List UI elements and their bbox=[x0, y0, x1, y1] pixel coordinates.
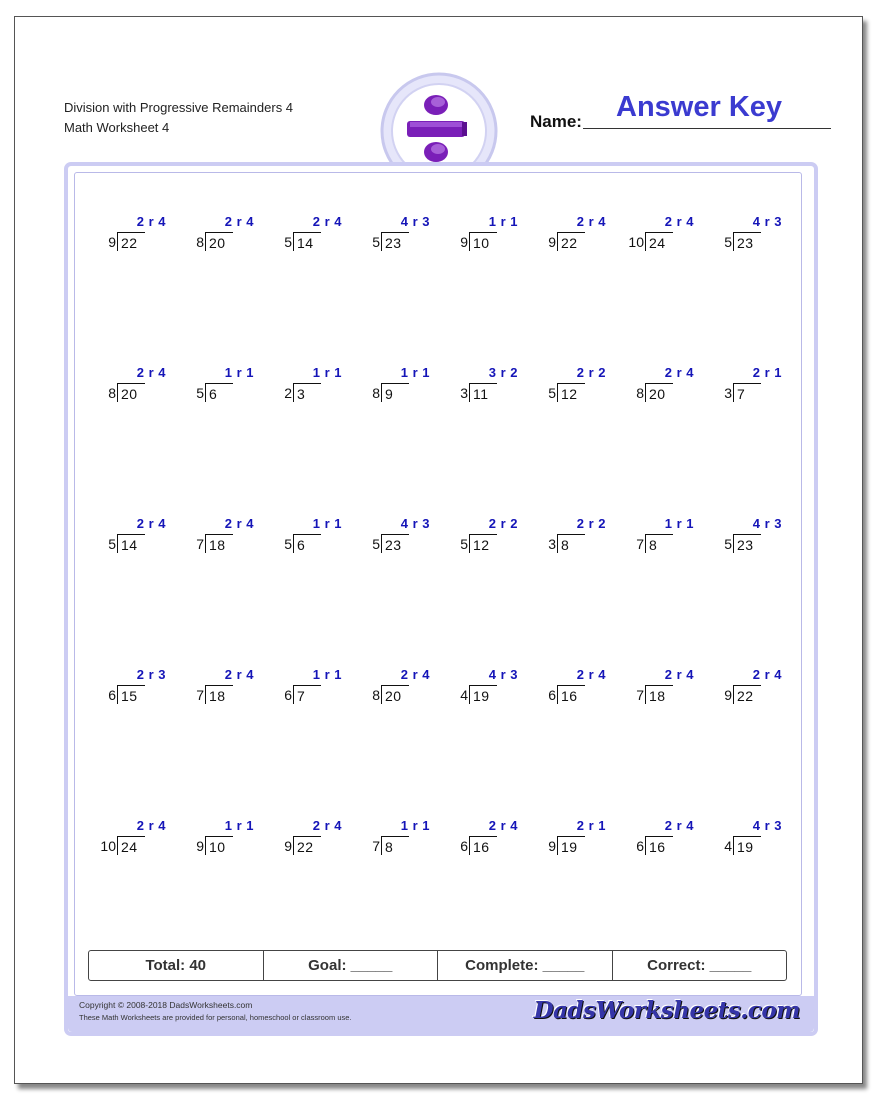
division-problem bbox=[624, 365, 704, 405]
problem-divisor: 3 bbox=[460, 385, 468, 401]
problem-answer: 2 r 4 bbox=[136, 818, 166, 833]
problem-answer: 2 r 4 bbox=[664, 214, 694, 229]
problem-divisor: 9 bbox=[724, 687, 732, 703]
problem-dividend: 9 bbox=[381, 383, 409, 402]
problem-dividend: 8 bbox=[557, 534, 585, 553]
problem-divisor: 7 bbox=[196, 536, 204, 552]
name-label: Name: bbox=[530, 112, 582, 131]
problem-answer: 1 r 1 bbox=[664, 516, 694, 531]
division-problem bbox=[360, 516, 440, 556]
division-problem bbox=[536, 818, 616, 858]
problem-dividend: 12 bbox=[557, 383, 585, 402]
problem-dividend: 14 bbox=[293, 232, 321, 251]
problem-dividend: 18 bbox=[205, 534, 233, 553]
problem-divisor: 5 bbox=[724, 234, 732, 250]
problem-divisor: 8 bbox=[196, 234, 204, 250]
score-table bbox=[88, 950, 787, 981]
problem-answer: 1 r 1 bbox=[312, 516, 342, 531]
problem-divisor: 10 bbox=[628, 234, 644, 250]
problem-divisor: 5 bbox=[108, 536, 116, 552]
problem-answer: 4 r 3 bbox=[752, 818, 782, 833]
problem-dividend: 24 bbox=[117, 836, 145, 855]
division-problem bbox=[448, 818, 528, 858]
problem-answer: 4 r 3 bbox=[488, 667, 518, 682]
problem-dividend: 10 bbox=[469, 232, 497, 251]
problem-answer: 2 r 4 bbox=[576, 667, 606, 682]
score-total: Total: 40 bbox=[89, 951, 264, 980]
division-problem bbox=[272, 818, 352, 858]
problem-divisor: 9 bbox=[284, 838, 292, 854]
problem-divisor: 6 bbox=[284, 687, 292, 703]
division-problem bbox=[712, 516, 792, 556]
problem-divisor: 6 bbox=[548, 687, 556, 703]
problem-dividend: 18 bbox=[205, 685, 233, 704]
problem-divisor: 9 bbox=[548, 838, 556, 854]
problem-answer: 2 r 3 bbox=[136, 667, 166, 682]
problem-dividend: 20 bbox=[117, 383, 145, 402]
division-problem bbox=[624, 818, 704, 858]
score-correct: Correct: _____ bbox=[647, 957, 752, 974]
division-problem bbox=[448, 667, 528, 707]
division-problem bbox=[184, 214, 264, 254]
problem-answer: 2 r 4 bbox=[752, 667, 782, 682]
problem-divisor: 8 bbox=[636, 385, 644, 401]
problem-dividend: 24 bbox=[645, 232, 673, 251]
division-problem bbox=[624, 516, 704, 556]
problem-answer: 4 r 3 bbox=[400, 214, 430, 229]
problem-answer: 2 r 4 bbox=[400, 667, 430, 682]
division-problem bbox=[96, 516, 176, 556]
problem-divisor: 7 bbox=[636, 687, 644, 703]
problem-divisor: 3 bbox=[548, 536, 556, 552]
problem-dividend: 6 bbox=[293, 534, 321, 553]
problem-answer: 2 r 4 bbox=[664, 818, 694, 833]
division-problem bbox=[536, 365, 616, 405]
problem-divisor: 2 bbox=[284, 385, 292, 401]
title-line-1: Division with Progressive Remainders 4 bbox=[64, 100, 294, 115]
problem-divisor: 5 bbox=[284, 536, 292, 552]
worksheet-title bbox=[64, 98, 293, 138]
problem-dividend: 12 bbox=[469, 534, 497, 553]
problem-answer: 2 r 2 bbox=[488, 516, 518, 531]
problem-divisor: 9 bbox=[196, 838, 204, 854]
division-problem bbox=[536, 214, 616, 254]
problem-divisor: 6 bbox=[108, 687, 116, 703]
problem-divisor: 5 bbox=[724, 536, 732, 552]
problem-answer: 2 r 2 bbox=[576, 365, 606, 380]
problem-answer: 1 r 1 bbox=[488, 214, 518, 229]
problem-dividend: 22 bbox=[293, 836, 321, 855]
answer-key-label: Answer Key bbox=[616, 91, 783, 123]
problem-divisor: 4 bbox=[460, 687, 468, 703]
problem-dividend: 23 bbox=[381, 232, 409, 251]
problem-dividend: 8 bbox=[645, 534, 673, 553]
problem-answer: 2 r 4 bbox=[224, 667, 254, 682]
problem-dividend: 8 bbox=[381, 836, 409, 855]
problem-divisor: 5 bbox=[548, 385, 556, 401]
problem-divisor: 5 bbox=[196, 385, 204, 401]
score-goal: Goal: _____ bbox=[264, 951, 439, 980]
usage-notice: These Math Worksheets are provided for personal, homeschool or classroom use. bbox=[79, 1013, 352, 1022]
problem-divisor: 5 bbox=[372, 234, 380, 250]
problem-divisor: 7 bbox=[372, 838, 380, 854]
problem-divisor: 7 bbox=[636, 536, 644, 552]
problem-answer: 1 r 1 bbox=[312, 667, 342, 682]
name-field-line bbox=[583, 128, 831, 129]
problem-divisor: 5 bbox=[460, 536, 468, 552]
problem-dividend: 15 bbox=[117, 685, 145, 704]
problem-dividend: 19 bbox=[469, 685, 497, 704]
problem-answer: 1 r 1 bbox=[400, 818, 430, 833]
problem-divisor: 9 bbox=[548, 234, 556, 250]
problem-answer: 2 r 4 bbox=[224, 516, 254, 531]
problem-dividend: 16 bbox=[557, 685, 585, 704]
problem-dividend: 20 bbox=[205, 232, 233, 251]
problem-answer: 3 r 2 bbox=[488, 365, 518, 380]
title-line-2: Math Worksheet 4 bbox=[64, 120, 170, 135]
problem-dividend: 16 bbox=[645, 836, 673, 855]
problem-divisor: 8 bbox=[108, 385, 116, 401]
problem-answer: 2 r 4 bbox=[224, 214, 254, 229]
problem-answer: 2 r 2 bbox=[576, 516, 606, 531]
problem-answer: 1 r 1 bbox=[224, 818, 254, 833]
problem-answer: 1 r 1 bbox=[400, 365, 430, 380]
problem-dividend: 18 bbox=[645, 685, 673, 704]
problem-answer: 2 r 4 bbox=[136, 214, 166, 229]
copyright-text: Copyright © 2008-2018 DadsWorksheets.com bbox=[79, 1000, 253, 1010]
division-problem bbox=[272, 516, 352, 556]
problem-dividend: 11 bbox=[469, 383, 497, 402]
problem-divisor: 7 bbox=[196, 687, 204, 703]
problem-dividend: 6 bbox=[205, 383, 233, 402]
problem-divisor: 9 bbox=[108, 234, 116, 250]
problem-dividend: 7 bbox=[733, 383, 761, 402]
problem-divisor: 5 bbox=[284, 234, 292, 250]
footer-band bbox=[68, 996, 814, 1032]
problem-dividend: 23 bbox=[733, 534, 761, 553]
problem-answer: 1 r 1 bbox=[312, 365, 342, 380]
problem-answer: 2 r 4 bbox=[136, 365, 166, 380]
problem-answer: 2 r 4 bbox=[312, 214, 342, 229]
division-problem bbox=[536, 667, 616, 707]
division-problem bbox=[184, 365, 264, 405]
problem-divisor: 5 bbox=[372, 536, 380, 552]
problem-answer: 2 r 4 bbox=[576, 214, 606, 229]
division-problem bbox=[448, 365, 528, 405]
problem-answer: 4 r 3 bbox=[400, 516, 430, 531]
division-problem bbox=[712, 667, 792, 707]
problems-frame-inner bbox=[74, 172, 802, 996]
problem-answer: 4 r 3 bbox=[752, 516, 782, 531]
problem-dividend: 14 bbox=[117, 534, 145, 553]
division-problem bbox=[96, 667, 176, 707]
division-problem bbox=[360, 818, 440, 858]
problem-dividend: 10 bbox=[205, 836, 233, 855]
problem-divisor: 6 bbox=[636, 838, 644, 854]
score-complete: Complete: _____ bbox=[438, 951, 613, 980]
division-problem bbox=[624, 214, 704, 254]
problem-dividend: 22 bbox=[733, 685, 761, 704]
problem-divisor: 3 bbox=[724, 385, 732, 401]
problem-dividend: 20 bbox=[645, 383, 673, 402]
problem-answer: 2 r 1 bbox=[752, 365, 782, 380]
division-problem bbox=[96, 365, 176, 405]
division-problem bbox=[96, 818, 176, 858]
division-problem bbox=[360, 365, 440, 405]
division-problem bbox=[624, 667, 704, 707]
problem-dividend: 16 bbox=[469, 836, 497, 855]
division-problem bbox=[272, 667, 352, 707]
division-problem bbox=[96, 214, 176, 254]
problem-answer: 2 r 4 bbox=[664, 667, 694, 682]
problem-dividend: 19 bbox=[733, 836, 761, 855]
problem-answer: 2 r 4 bbox=[136, 516, 166, 531]
problem-divisor: 8 bbox=[372, 687, 380, 703]
division-problem bbox=[448, 214, 528, 254]
problem-dividend: 3 bbox=[293, 383, 321, 402]
problem-dividend: 23 bbox=[733, 232, 761, 251]
problem-divisor: 8 bbox=[372, 385, 380, 401]
problems-frame bbox=[64, 162, 818, 1036]
problem-dividend: 19 bbox=[557, 836, 585, 855]
problem-answer: 1 r 1 bbox=[224, 365, 254, 380]
division-problem bbox=[712, 818, 792, 858]
problem-dividend: 20 bbox=[381, 685, 409, 704]
problem-dividend: 22 bbox=[557, 232, 585, 251]
problem-answer: 2 r 4 bbox=[664, 365, 694, 380]
problem-divisor: 9 bbox=[460, 234, 468, 250]
division-problem bbox=[536, 516, 616, 556]
division-problem bbox=[272, 365, 352, 405]
division-problem bbox=[360, 214, 440, 254]
division-problem bbox=[272, 214, 352, 254]
worksheet-page bbox=[14, 16, 863, 1084]
problem-answer: 2 r 4 bbox=[312, 818, 342, 833]
division-problem bbox=[360, 667, 440, 707]
problem-answer: 2 r 4 bbox=[488, 818, 518, 833]
problem-divisor: 10 bbox=[100, 838, 116, 854]
division-problem bbox=[184, 667, 264, 707]
division-problem bbox=[448, 516, 528, 556]
division-problem bbox=[184, 516, 264, 556]
division-problem bbox=[712, 365, 792, 405]
problem-divisor: 4 bbox=[724, 838, 732, 854]
problem-dividend: 23 bbox=[381, 534, 409, 553]
division-problem bbox=[712, 214, 792, 254]
problem-divisor: 6 bbox=[460, 838, 468, 854]
brand-logo: DadsWorksheets.com bbox=[533, 997, 800, 1024]
division-problem bbox=[184, 818, 264, 858]
problem-answer: 4 r 3 bbox=[752, 214, 782, 229]
problem-answer: 2 r 1 bbox=[576, 818, 606, 833]
problem-dividend: 22 bbox=[117, 232, 145, 251]
problem-dividend: 7 bbox=[293, 685, 321, 704]
